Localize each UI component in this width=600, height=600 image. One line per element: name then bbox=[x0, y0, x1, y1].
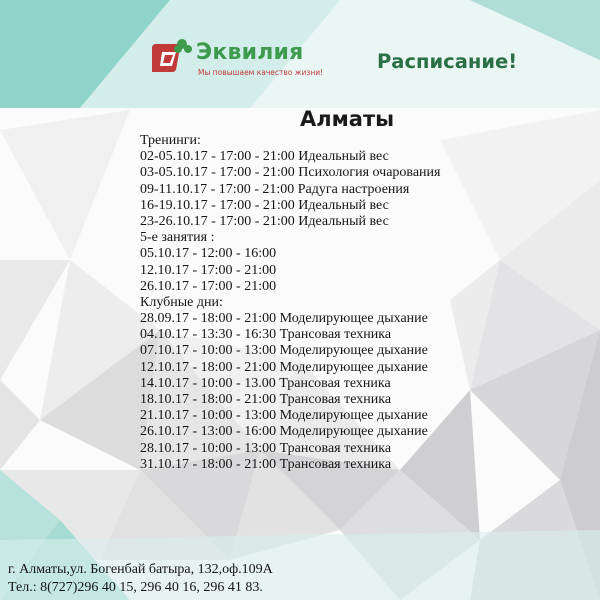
club-day-item: 04.10.17 - 13:30 - 16:30 Трансовая техника bbox=[140, 327, 392, 343]
club-day-item: 28.09.17 - 18:00 - 21:00 Моделирующее дыхание bbox=[140, 311, 428, 327]
club-day-item: 28.10.17 - 10:00 - 13:00 Трансовая техника bbox=[140, 440, 392, 456]
club-day-item: 14.10.17 - 10:00 - 13.00 Трансовая техника bbox=[140, 375, 391, 391]
logo-name: Эквилия bbox=[196, 40, 304, 65]
contact-footer bbox=[8, 561, 273, 597]
company-logo bbox=[152, 34, 322, 84]
fifth-lessons-heading: 5-е занятия : bbox=[140, 230, 215, 246]
club-days-heading: Клубные дни: bbox=[140, 294, 223, 310]
club-day-item: 21.10.17 - 10:00 - 13:00 Моделирующее дыхание bbox=[140, 408, 428, 424]
club-day-item: 12.10.17 - 18:00 - 21:00 Моделирующее дыхание bbox=[140, 359, 428, 375]
phone-text: Тел.: 8(727)296 40 15, 296 40 16, 296 41 83. bbox=[8, 580, 263, 595]
page-title: Расписание! bbox=[377, 50, 518, 73]
fifth-lesson-item: 12.10.17 - 17:00 - 21:00 bbox=[140, 262, 277, 278]
trainings-heading: Тренинги: bbox=[140, 133, 201, 148]
training-item: 02-05.10.17 - 17:00 - 21:00 Идеальный вес bbox=[140, 149, 389, 165]
city-title: Алматы bbox=[300, 107, 395, 131]
clover-logo-icon bbox=[152, 36, 192, 76]
club-day-item: 26.10.17 - 13:00 - 16:00 Моделирующее дыхание bbox=[140, 424, 428, 440]
club-day-item: 31.10.17 - 18:00 - 21:00 Трансовая техника bbox=[140, 456, 392, 472]
training-item: 23-26.10.17 - 17:00 - 21:00 Идеальный вес bbox=[140, 213, 389, 229]
address-text: г. Алматы,ул. Богенбай батыра, 132,оф.109А bbox=[8, 562, 273, 577]
logo-tagline: Мы повышаем качество жизни! bbox=[198, 68, 324, 77]
training-item: 16-19.10.17 - 17:00 - 21:00 Идеальный вес bbox=[140, 197, 389, 213]
training-item: 03-05.10.17 - 17:00 - 21:00 Психология очарования bbox=[140, 165, 441, 181]
fifth-lesson-item: 05.10.17 - 12:00 - 16:00 bbox=[140, 246, 277, 262]
fifth-lesson-item: 26.10.17 - 17:00 - 21:00 bbox=[140, 278, 277, 294]
club-day-item: 18.10.17 - 18:00 - 21:00 Трансовая техника bbox=[140, 392, 392, 407]
schedule-list bbox=[140, 133, 440, 473]
training-item: 09-11.10.17 - 17:00 - 21:00 Радуга настроения bbox=[140, 181, 410, 197]
club-day-item: 07.10.17 - 10:00 - 13:00 Моделирующее дыхание bbox=[140, 343, 428, 359]
